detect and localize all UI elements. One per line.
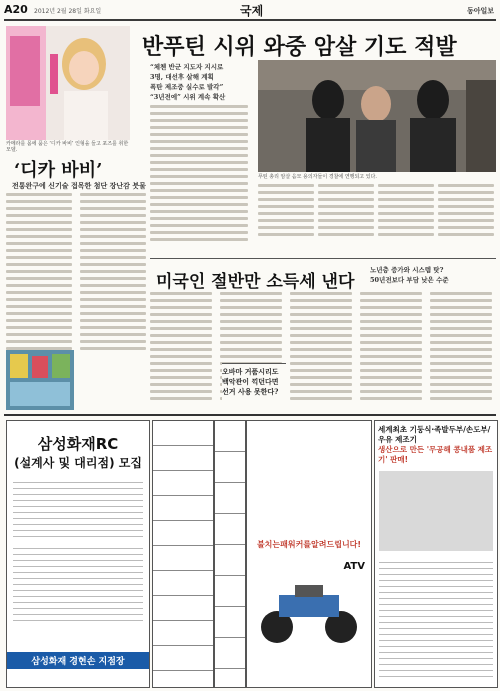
right-ad-details: [379, 557, 493, 677]
obama-line-3: 선거 사용 못한다?: [222, 387, 279, 396]
center-ad-headline: 불치는패워커를알려드립니다!: [256, 540, 362, 549]
obama-column-box: [222, 363, 286, 410]
income-article-body: [150, 292, 496, 412]
samsung-recruit-ad: [6, 420, 150, 688]
issue-date: 2012년 2월 28일 화요일: [34, 8, 102, 15]
putin-deck-line: “3년전에” 시위 계속 확산: [150, 93, 226, 101]
atv-image: [255, 561, 363, 651]
putin-photo-caption: 푸틴 총리 암살 음모 용의자들이 경찰에 연행되고 있다.: [258, 174, 377, 180]
ad-section-rule: [4, 414, 496, 416]
putin-article-body: [150, 105, 250, 245]
atv-label: ATV: [343, 561, 365, 572]
article-divider: [150, 258, 496, 259]
samsung-branch-list: [13, 543, 143, 623]
center-product-ad: [246, 420, 372, 688]
putin-deck-line: 3명, 대선후 살해 계획: [150, 73, 214, 81]
middle-ads-column: [152, 420, 214, 688]
putin-article-body-lower: [258, 184, 496, 256]
middle-ads-column-2: [214, 420, 246, 688]
toy-shelf-image: [6, 350, 74, 410]
obama-line-2: 백악관이 끽던다면: [222, 377, 279, 386]
putin-deck: [150, 62, 248, 102]
income-subhead-1: 노년층 증가와 시스템 탓?: [370, 266, 444, 274]
barbie-photo: [6, 26, 130, 140]
model-with-doll-image: [6, 26, 130, 140]
barbie-photo-caption: 카메라를 몸에 품은 ‘디카 바비’ 인형을 들고 포즈를 취한 모델.: [6, 141, 129, 153]
barbie-headline: ‘디카 바비’: [14, 160, 103, 181]
masthead-brand: 동아일보: [466, 7, 494, 15]
barbie-subhead: 전통완구에 신기술 접목한 첨단 장난감 붓물: [12, 181, 146, 190]
samsung-title: 삼성화재RC: [37, 435, 119, 453]
right-ad-photos: [379, 471, 493, 551]
toy-store-photo: [6, 350, 74, 410]
header-rule: [4, 19, 496, 21]
income-headline: 미국인 절반만 소득세 낸다: [156, 272, 355, 292]
samsung-details: [13, 477, 143, 537]
putin-headline: 반푸틴 시위 와중 암살 기도 적발: [142, 35, 457, 60]
samsung-footer: 삼성화재 경현손 지점장: [7, 652, 149, 669]
income-subhead-2: 50년전보다 부담 낮은 수준: [370, 276, 449, 284]
section-title: 국제: [240, 4, 264, 18]
arrest-scene-image: [258, 60, 496, 172]
samsung-subtitle: (설계사 및 대리점) 모집: [14, 456, 142, 470]
putin-deck-line: “체첸 반군 지도자 지시로: [150, 63, 224, 71]
putin-arrest-photo: [258, 60, 496, 172]
page-number: A20: [4, 3, 28, 16]
obama-line-1: 오바마 거품시리도: [222, 367, 279, 376]
soymilk-machine-ad: [374, 420, 498, 688]
page-header: [0, 0, 500, 22]
putin-deck-line: 폭탄 제조중 실수로 발각”: [150, 83, 224, 91]
right-ad-line-1: 세계최초 기둥식·족발두부/손도부/우유 제조기: [378, 425, 491, 444]
right-ad-line-2: 생산으로 만든 '무공해 콩내품 제조기' 판매!: [378, 445, 493, 464]
